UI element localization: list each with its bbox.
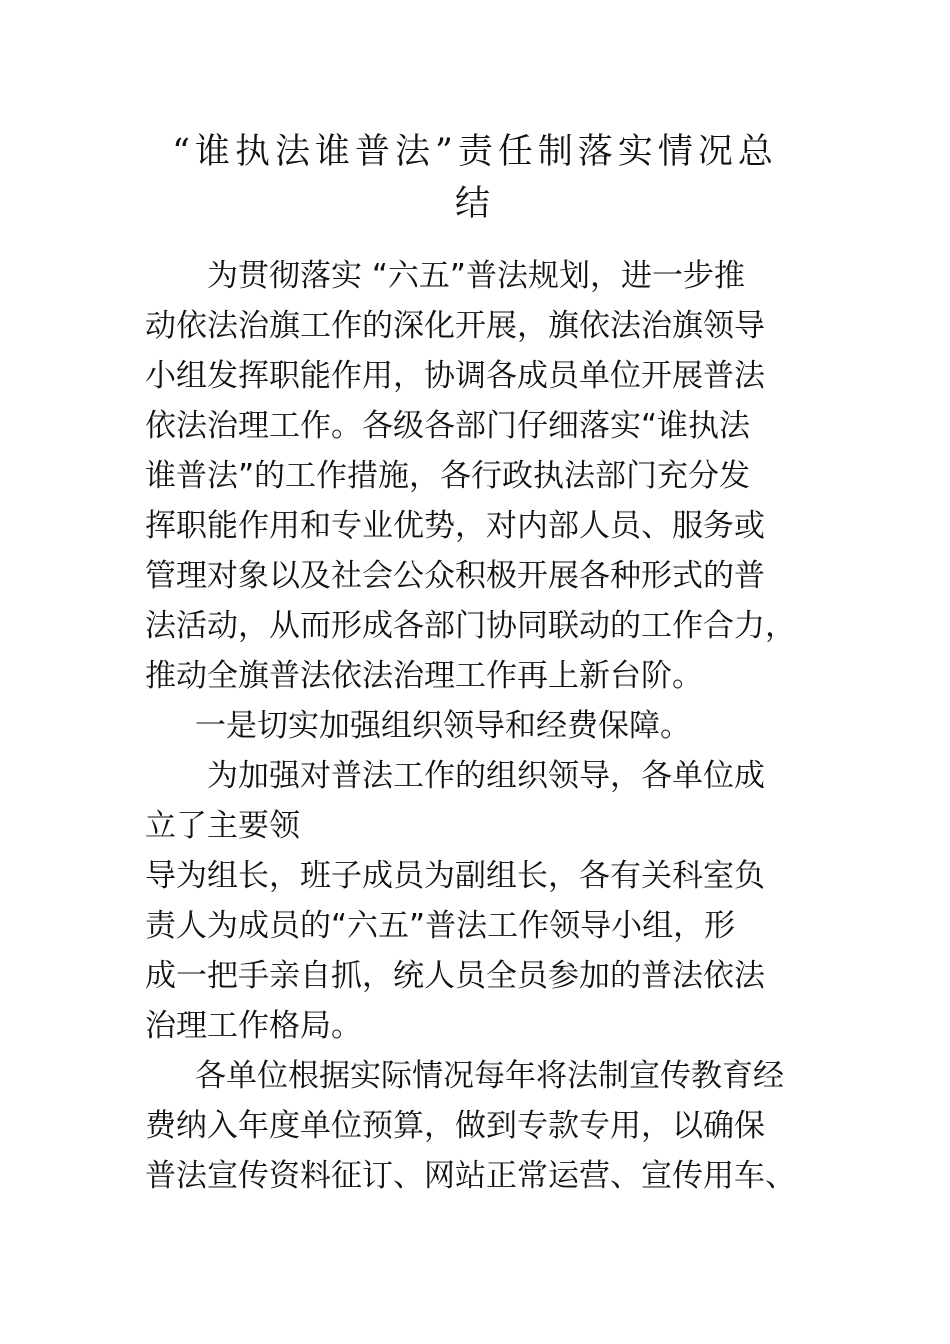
document-title-line-1: “谁执法谁普法”责任制落实情况总 xyxy=(172,132,778,172)
body-line: 一是切实加强组织领导和经费保障。 xyxy=(195,708,691,744)
document-body xyxy=(145,251,825,1201)
body-line: 管理对象以及社会公众积极开展各种形式的普 xyxy=(145,558,765,594)
body-line: 责人为成员的“六五”普法工作领导小组，形 xyxy=(145,908,736,944)
body-line: 治理工作格局。 xyxy=(145,1008,362,1044)
document-title-line-2: 结 xyxy=(454,184,495,224)
body-line: 小组发挥职能作用，协调各成员单位开展普法 xyxy=(145,358,765,394)
body-line: 为贯彻落实 “六五”普法规划，进一步推 xyxy=(207,258,745,294)
body-line: 谁普法”的工作措施，各行政执法部门充分发 xyxy=(145,458,751,494)
body-line: 费纳入年度单位预算，做到专款专用，以确保 xyxy=(145,1108,765,1144)
body-line: 各单位根据实际情况每年将法制宣传教育经 xyxy=(195,1058,784,1094)
body-line: 为加强对普法工作的组织领导，各单位成 xyxy=(207,758,765,794)
body-line: 普法宣传资料征订、网站正常运营、宣传用车、 xyxy=(145,1158,796,1194)
body-line: 动依法治旗工作的深化开展，旗依法治旗领导 xyxy=(145,308,765,344)
body-line: 立了主要领 xyxy=(145,808,300,844)
body-line: 推动全旗普法依法治理工作再上新台阶。 xyxy=(145,658,703,694)
body-line: 挥职能作用和专业优势，对内部人员、服务或 xyxy=(145,508,765,544)
body-line: 依法治理工作。各级各部门仔细落实“谁执法 xyxy=(145,408,751,444)
body-line: 法活动，从而形成各部门协同联动的工作合力， xyxy=(145,608,796,644)
body-line: 导为组长，班子成员为副组长，各有关科室负 xyxy=(145,858,765,894)
body-line: 成一把手亲自抓，统人员全员参加的普法依法 xyxy=(145,958,765,994)
